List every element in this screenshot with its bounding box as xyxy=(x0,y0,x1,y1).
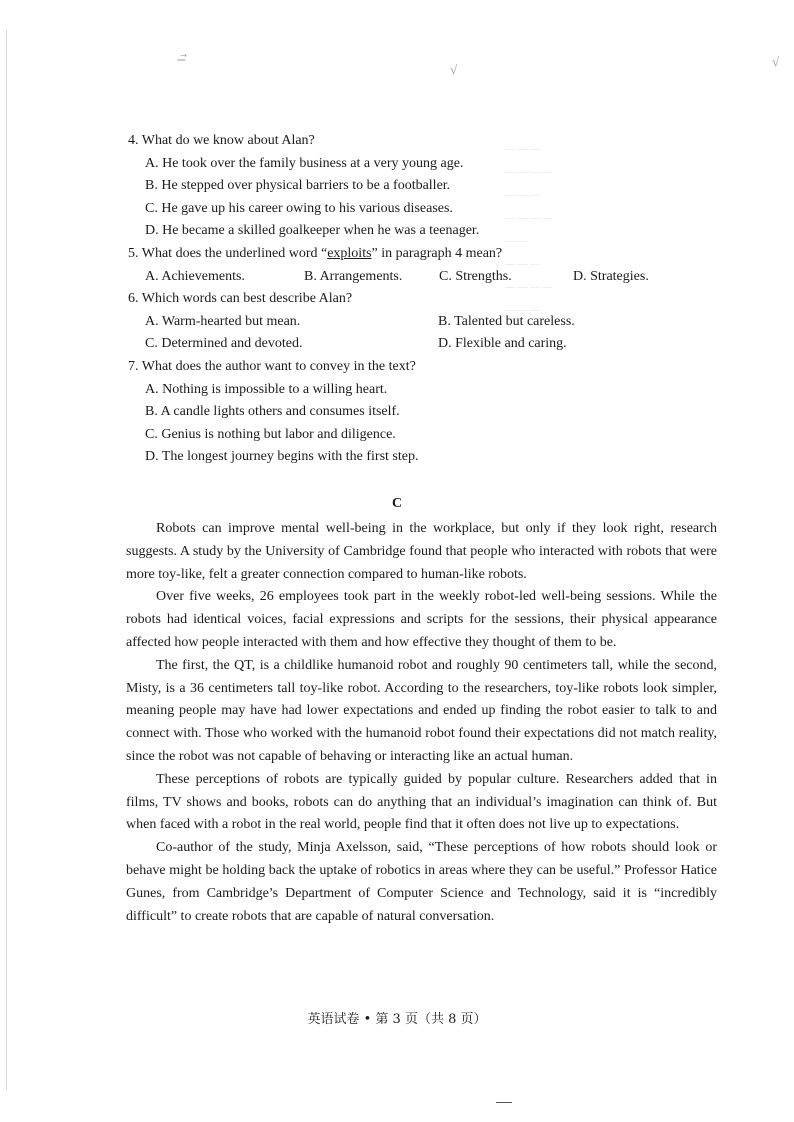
question-6 xyxy=(128,288,688,356)
option: C. Determined and devoted. xyxy=(145,336,303,352)
underlined-word: exploits xyxy=(327,245,372,261)
scan-smudge: √ xyxy=(450,62,458,77)
options-row xyxy=(128,311,688,334)
bleed-through-text: — — — — — — — — — — — — — — — — — — — — — — — — — — xyxy=(505,144,553,316)
question-number: 6. xyxy=(128,291,139,307)
option: C. Strengths. xyxy=(439,268,512,284)
option: D. Strategies. xyxy=(573,268,649,284)
options-row xyxy=(128,266,688,289)
option: B. Arrangements. xyxy=(304,268,403,284)
option: D. The longest journey begins with the first step. xyxy=(145,449,419,465)
passage-paragraph: Over five weeks, 26 employees took part in the weekly robot-led well-being sessions. While the robots had identical voices, facial expressions and scripts for the sessions, their physical appearance affected how people interacted with them and how effective they thought of them to be. xyxy=(126,589,717,650)
question-stem: What does the underlined word “exploits” in paragraph 4 mean? xyxy=(141,245,503,261)
question-number: 4. xyxy=(128,133,139,148)
option: C. He gave up his career owing to his various diseases. xyxy=(145,200,453,216)
question-number: 5. xyxy=(128,245,139,261)
option: D. Flexible and caring. xyxy=(438,336,567,352)
option: A. Achievements. xyxy=(145,268,245,284)
option: A. Nothing is impossible to a willing heart. xyxy=(145,381,388,397)
passage-paragraph: These perceptions of robots are typically guided by popular culture. Researchers added that in films, TV shows and books, robots can do anything that an individual’s imagination can think of. But when faced with a robot in the real world, people find that it often does not live up to expectations. xyxy=(126,771,717,833)
question-stem: What does the author want to convey in the text? xyxy=(141,358,416,374)
scan-smudge: −⃗ xyxy=(176,52,187,67)
question-number: 7. xyxy=(128,358,139,374)
scan-edge xyxy=(6,30,7,1090)
reading-passage xyxy=(126,518,717,928)
page-footer: 英语试卷 • 第 3 页（共 8 页） xyxy=(307,1012,487,1027)
section-heading: C xyxy=(391,496,403,511)
question-stem: What do we know about Alan? xyxy=(141,133,315,148)
passage-paragraph: The first, the QT, is a childlike humanoid robot and roughly 90 centimeters tall, while the second, Misty, is a 36 centimeters tall toy-like robot. According to the researchers, toy-like robots look simpler, meaning people may have had lower expectations and ended up finding the robot easier to talk to and connect with. Those who worked with the humanoid robot found their expectations did not match reality, since the robot was not capable of behaving or interacting like an actual human. xyxy=(126,657,717,764)
question-4 xyxy=(128,130,688,243)
options-row xyxy=(128,333,688,356)
option: B. A candle lights others and consumes itself. xyxy=(145,404,400,420)
option: B. Talented but careless. xyxy=(438,313,575,329)
questions-block xyxy=(128,130,688,469)
question-5 xyxy=(128,243,688,288)
passage-paragraph: Co-author of the study, Minja Axelsson, said, “These perceptions of how robots should look or behave might be holding back the uptake of robotics in areas where they can be useful.” Professor Hatice Gunes, from Cambridge’s Department of Computer Science and Technology, said it is “incredibly difficult” to create robots that are capable of natural conversation. xyxy=(126,840,717,924)
option: D. He became a skilled goalkeeper when he was a teenager. xyxy=(145,223,480,239)
option: A. Warm-hearted but mean. xyxy=(145,313,301,329)
scan-smudge: √ xyxy=(772,54,780,69)
question-7 xyxy=(128,356,688,469)
scan-mark xyxy=(496,1102,512,1103)
option: C. Genius is nothing but labor and diligence. xyxy=(145,426,396,442)
option: B. He stepped over physical barriers to be a footballer. xyxy=(145,178,451,194)
passage-paragraph: Robots can improve mental well-being in the workplace, but only if they look right, research suggests. A study by the University of Cambridge found that people who interacted with robots that were more toy-like, felt a greater connection compared to human-like robots. xyxy=(126,521,717,582)
question-stem: Which words can best describe Alan? xyxy=(141,291,353,307)
option: A. He took over the family business at a very young age. xyxy=(145,155,464,171)
